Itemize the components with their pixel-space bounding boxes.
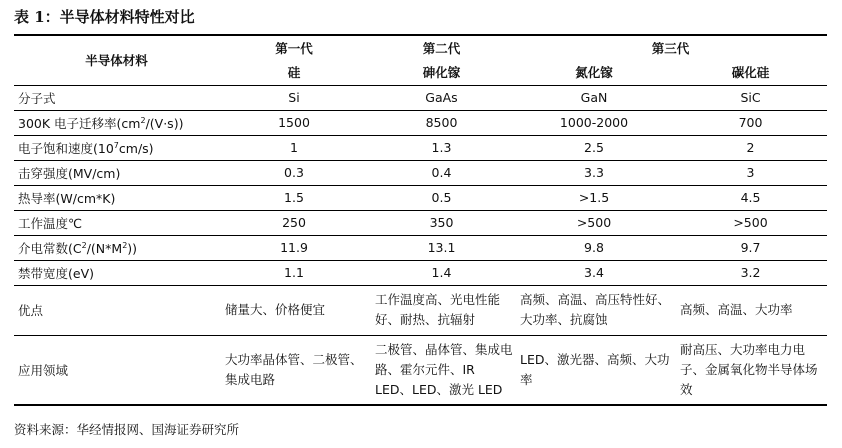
row-label: 分子式	[18, 90, 56, 106]
row-label: 应用领域	[18, 362, 69, 378]
cell-value: 9.7	[740, 240, 761, 255]
cell-value: GaAs	[425, 90, 458, 105]
cell-value: 3	[746, 165, 755, 180]
cell-text: 储量大、价格便宜	[225, 302, 326, 317]
cell-value: 1.3	[431, 140, 452, 155]
row-label: 优点	[18, 303, 44, 318]
cell-value: >1.5	[578, 190, 610, 205]
row-label: 300K 电子迁移率$(cm^2/(V\cdot s))$	[18, 115, 184, 131]
cell-value: 2.5	[584, 140, 604, 155]
table-row	[14, 135, 827, 160]
table-row	[14, 210, 827, 235]
cell-value: 8500	[425, 115, 458, 130]
cell-value: 11.9	[280, 240, 308, 255]
table-row	[14, 85, 827, 110]
cell-value: 13.1	[427, 240, 456, 255]
cell-value: 0.5	[431, 190, 452, 205]
cell-text: 大功率晶体管、二极管、集成电路	[225, 351, 363, 387]
table-row	[14, 110, 827, 135]
row-label: 介电常数$(C^2/(N*M^2))$	[18, 240, 138, 256]
cell-value: 0.3	[284, 165, 304, 180]
gen1-header: 第一代	[275, 40, 313, 56]
row-label: 工作温度℃	[18, 215, 83, 231]
cell-text: 二极管、晶体管、集成电路、霍尔元件、IR LED、LED、激光 LED	[375, 341, 513, 397]
cell-value: GaN	[580, 90, 608, 105]
cell-text: 耐高压、大功率电力电子、金属氧化物半导体场效	[680, 341, 818, 397]
si-header: 硅	[287, 64, 301, 80]
cell-value: SiC	[740, 90, 761, 105]
semiconductor-comparison-table	[14, 34, 827, 406]
cell-value: 250	[282, 215, 306, 230]
cell-text: 工作温度高、光电性能好、耐热、抗辐射	[375, 292, 501, 327]
cell-value: 3.3	[584, 165, 604, 180]
sic-header: 碳化硅	[731, 64, 770, 80]
cell-value: 700	[738, 115, 763, 130]
cell-value: 1.5	[284, 190, 304, 205]
row-label: 禁带宽度(eV)	[18, 265, 94, 281]
gan-header: 氮化镓	[575, 64, 613, 80]
cell-value: >500	[576, 215, 612, 230]
cell-value: 2	[746, 140, 755, 155]
cell-value: 1	[290, 140, 298, 155]
table-title: 表 1：半导体材料特性对比	[14, 8, 195, 26]
cell-value: 1500	[278, 115, 310, 130]
advantages-row	[14, 285, 827, 335]
cell-value: 3.2	[740, 265, 761, 280]
gen3-header: 第三代	[651, 40, 690, 56]
cell-value: 1000-2000	[559, 115, 629, 130]
material-header: 半导体材料	[85, 53, 148, 69]
source-note: 资料来源：华经情报网、国海证券研究所	[14, 422, 240, 437]
gen2-header: 第二代	[422, 40, 461, 56]
cell-value: >500	[733, 215, 768, 230]
row-label: 热导率(W/cm*K)	[18, 190, 116, 206]
row-label: 电子饱和速度$(10^7cm/s)$	[18, 140, 154, 156]
cell-value: 3.4	[584, 265, 604, 280]
cell-value: 1.4	[431, 265, 452, 280]
table-row	[14, 235, 827, 260]
cell-text: LED、激光器、高频、大功率	[520, 351, 670, 387]
cell-value: Si	[288, 90, 300, 105]
gaas-header: 砷化镓	[422, 64, 461, 80]
cell-value: 4.5	[740, 190, 761, 205]
cell-value: 350	[429, 215, 454, 230]
cell-value: 9.8	[584, 240, 604, 255]
table-row	[14, 160, 827, 185]
table-row	[14, 260, 827, 285]
cell-value: 0.4	[431, 165, 452, 180]
table-row	[14, 185, 827, 210]
row-label: 击穿强度(MV/cm)	[18, 165, 121, 181]
cell-text: 高频、高温、大功率	[680, 302, 793, 317]
cell-text: 高频、高温、高压特性好、大功率、抗腐蚀	[520, 292, 671, 327]
cell-value: 1.1	[284, 265, 304, 280]
applications-row	[14, 335, 827, 405]
